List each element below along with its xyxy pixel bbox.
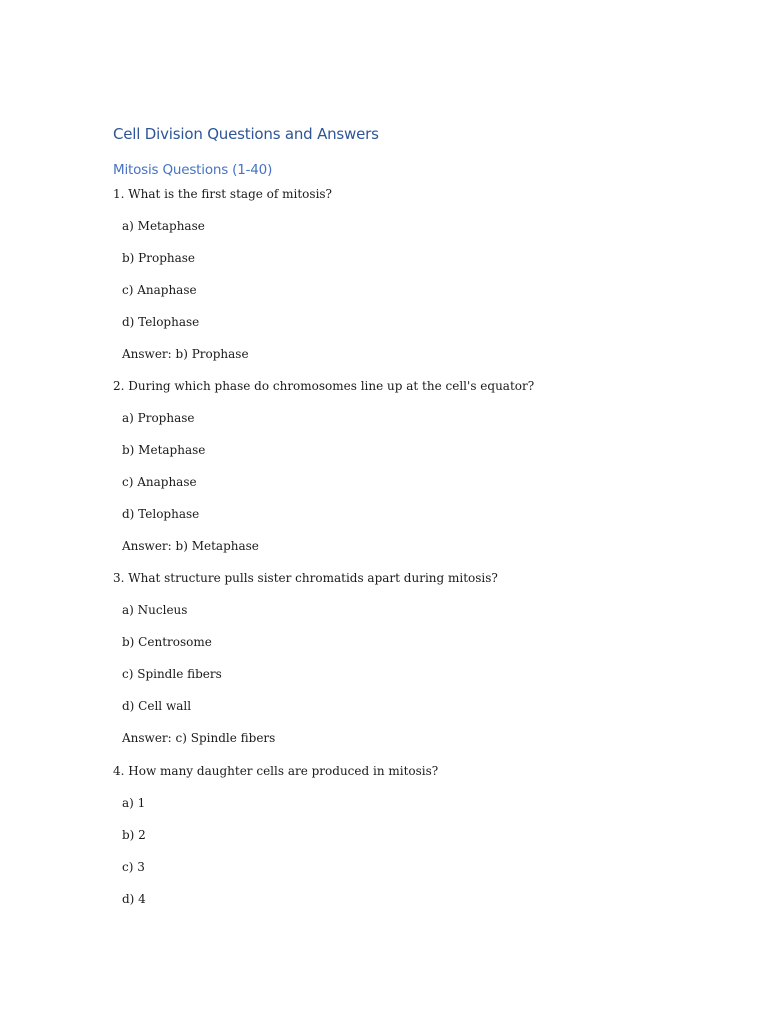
answer-line: Answer: b) Prophase	[122, 347, 249, 361]
answer-option: d) Telophase	[122, 315, 200, 329]
answer-option: a) Metaphase	[122, 219, 205, 233]
answer-option: d) 4	[122, 892, 146, 906]
question-text: 2. During which phase do chromosomes line up at the cell's equator?	[113, 379, 535, 393]
answer-option: b) 2	[122, 828, 146, 842]
answer-option: b) Prophase	[122, 251, 196, 265]
question-text: 3. What structure pulls sister chromatids apart during mitosis?	[113, 571, 498, 585]
document-title: Cell Division Questions and Answers	[113, 125, 379, 143]
answer-option: d) Cell wall	[122, 699, 192, 713]
answer-option: d) Telophase	[122, 507, 200, 521]
answer-option: a) Prophase	[122, 411, 195, 425]
answer-option: b) Centrosome	[122, 635, 212, 649]
answer-line: Answer: c) Spindle fibers	[122, 731, 276, 745]
answer-option: c) Spindle fibers	[122, 667, 222, 681]
answer-line: Answer: b) Metaphase	[122, 539, 259, 553]
answer-option: b) Metaphase	[122, 443, 206, 457]
answer-option: c) 3	[122, 860, 145, 874]
question-text: 1. What is the first stage of mitosis?	[113, 187, 332, 201]
question-text: 4. How many daughter cells are produced in mitosis?	[113, 764, 439, 778]
answer-option: c) Anaphase	[122, 475, 197, 489]
answer-option: c) Anaphase	[122, 283, 197, 297]
answer-option: a) Nucleus	[122, 603, 188, 617]
answer-option: a) 1	[122, 796, 146, 810]
section-heading: Mitosis Questions (1-40)	[113, 162, 273, 178]
